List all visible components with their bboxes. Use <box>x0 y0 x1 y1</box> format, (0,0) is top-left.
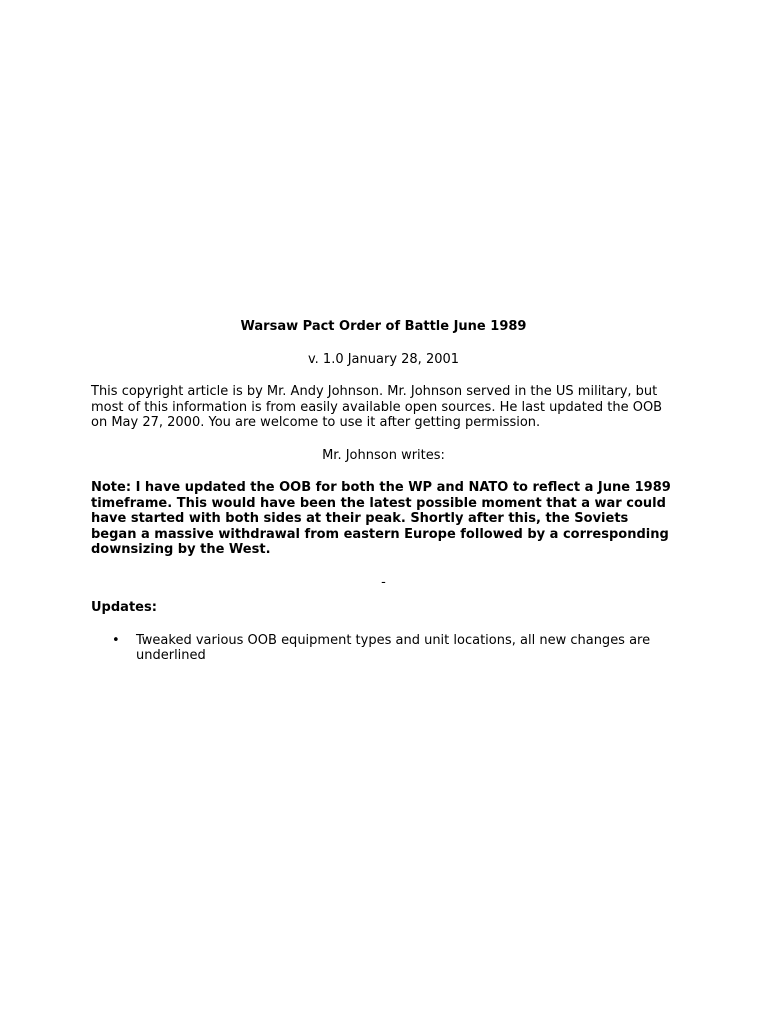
intro-paragraph: This copyright article is by Mr. Andy Johnson. Mr. Johnson served in the US military, but most of this information is from easily available open sources. He last updated the OOB on May 27, 2000. You are welcome to use it after getting permission. <box>91 384 663 430</box>
updates-heading: Updates: <box>91 600 157 615</box>
list-item <box>112 632 676 664</box>
update-item-text: Tweaked various OOB equipment types and unit locations, all new changes are underlined <box>136 632 651 663</box>
bullet-icon: • <box>112 632 120 648</box>
section-separator: - <box>381 574 386 590</box>
document-body <box>91 319 676 664</box>
author-writes-line: Mr. Johnson writes: <box>322 447 445 463</box>
updates-list <box>91 633 676 664</box>
document-version: v. 1.0 January 28, 2001 <box>307 351 460 367</box>
note-paragraph: Note: I have updated the OOB for both the WP and NATO to reflect a June 1989 timeframe. This would have been the latest possible moment that a war could have started with both sides at their peak. Shortly after this, the Soviets began a massive withdrawal from eastern Europe followed by a corresponding downsizing by the West. <box>91 480 671 557</box>
document-title: Warsaw Pact Order of Battle June 1989 <box>240 319 527 334</box>
